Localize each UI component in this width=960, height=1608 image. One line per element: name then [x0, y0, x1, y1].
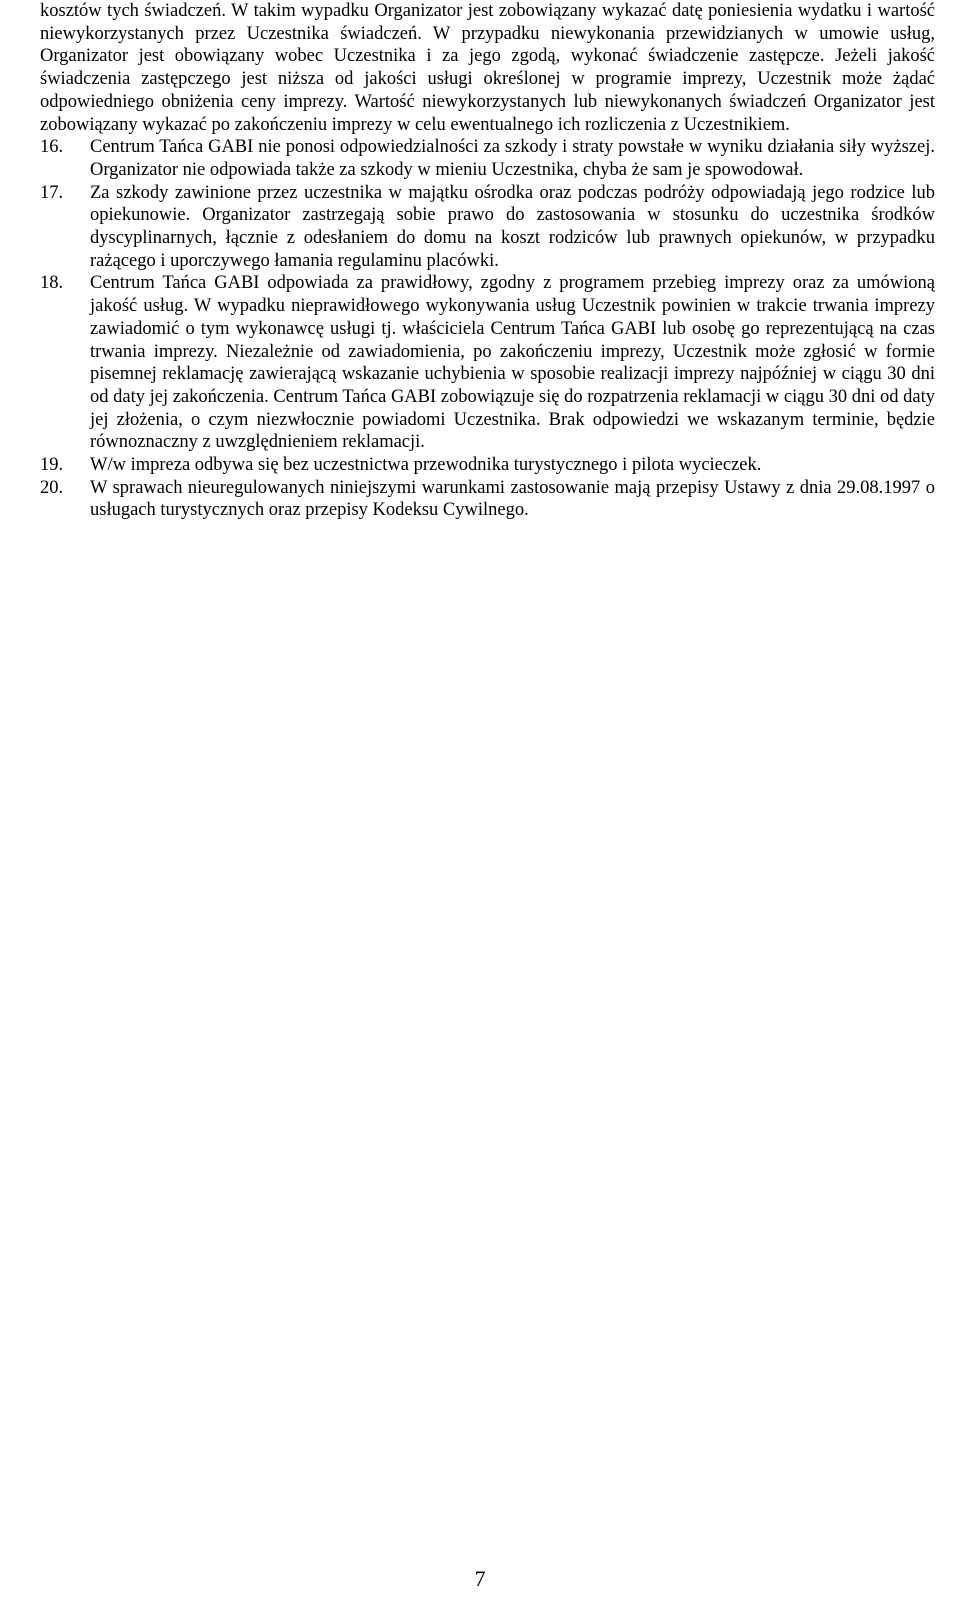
list-item	[40, 272, 935, 454]
list-item-number: 20.	[40, 477, 64, 498]
list-item-text: Centrum Tańca GABI odpowiada za prawidłowy, zgodny z programem przebieg imprezy oraz za umówioną jakość usług. W wypadku nieprawidłowego wykonywania usług Uczestnik powinien w trakcie trwania imprezy zawiadomić o tym wykonawcę usługi tj. właściciela Centrum Tańca GABI lub osobę go reprezentującą na czas trwania imprezy. Niezależnie od zawiadomienia, po zakończeniu imprezy, Uczestnik może zgłosić w formie pisemnej reklamację zawierającą wskazanie uchybienia w sposobie realizacji imprezy najpóźniej w ciągu 30 dni od daty jej zakończenia. Centrum Tańca GABI zobowiązuje się do rozpatrzenia reklamacji w ciągu 30 dni od daty jej złożenia, o czym niezwłocznie powiadomi Uczestnika. Brak odpowiedzi we wskazanym terminie, będzie równoznaczny z uwzględnieniem reklamacji.	[90, 273, 935, 453]
list-item-number: 17.	[40, 182, 64, 203]
list-item-number: 16.	[40, 137, 64, 158]
list-item	[40, 477, 935, 522]
list-item-number: 18.	[40, 273, 64, 294]
list-item-text: W/w impreza odbywa się bez uczestnictwa przewodnika turystycznego i pilota wycieczek.	[90, 455, 762, 476]
page-number: 7	[474, 1566, 486, 1591]
list-item-text: W sprawach nieuregulowanych niniejszymi warunkami zastosowanie mają przepisy Ustawy z dnia 29.08.1997 o usługach turystycznych oraz przepisy Kodeksu Cywilnego.	[90, 477, 935, 521]
list-item-number: 19.	[40, 455, 64, 476]
list-item	[40, 136, 935, 181]
document-page	[40, 0, 935, 522]
list-item-text: Za szkody zawinione przez uczestnika w majątku ośrodka oraz podczas podróży odpowiadają jego rodzice lub opiekunowie. Organizator zastrzegają sobie prawo do zastosowania w stosunku do uczestnika środków dyscyplinarnych, łącznie z odesłaniem do domu na koszt rodziców lub prawnych opiekunów, w przypadku rażącego i uporczywego łamania regulaminu placówki.	[90, 182, 935, 271]
list-item	[40, 182, 935, 273]
list-item-text: Centrum Tańca GABI nie ponosi odpowiedzialności za szkody i straty powstałe w wyniku działania siły wyższej. Organizator nie odpowiada także za szkody w mieniu Uczestnika, chyba że sam je spowodował.	[90, 137, 935, 180]
list-item	[40, 454, 935, 477]
continuation-paragraph: kosztów tych świadczeń. W takim wypadku Organizator jest zobowiązany wykazać datę poniesienia wydatku i wartość niewykorzystanych przez Uczestnika świadczeń. W przypadku niewykonania przewidzianych w umowie usług, Organizator jest obowiązany wobec Uczestnika i za jego zgodą, wykonać świadczenie zastępcze. Jeżeli jakość świadczenia zastępczego jest niższa od jakości usługi określonej w programie imprezy, Uczestnik może żądać odpowiedniego obniżenia ceny imprezy. Wartość niewykorzystanych lub niewykonanych świadczeń Organizator jest zobowiązany wykazać po zakończeniu imprezy w celu ewentualnego ich rozliczenia z Uczestnikiem.	[40, 1, 935, 135]
